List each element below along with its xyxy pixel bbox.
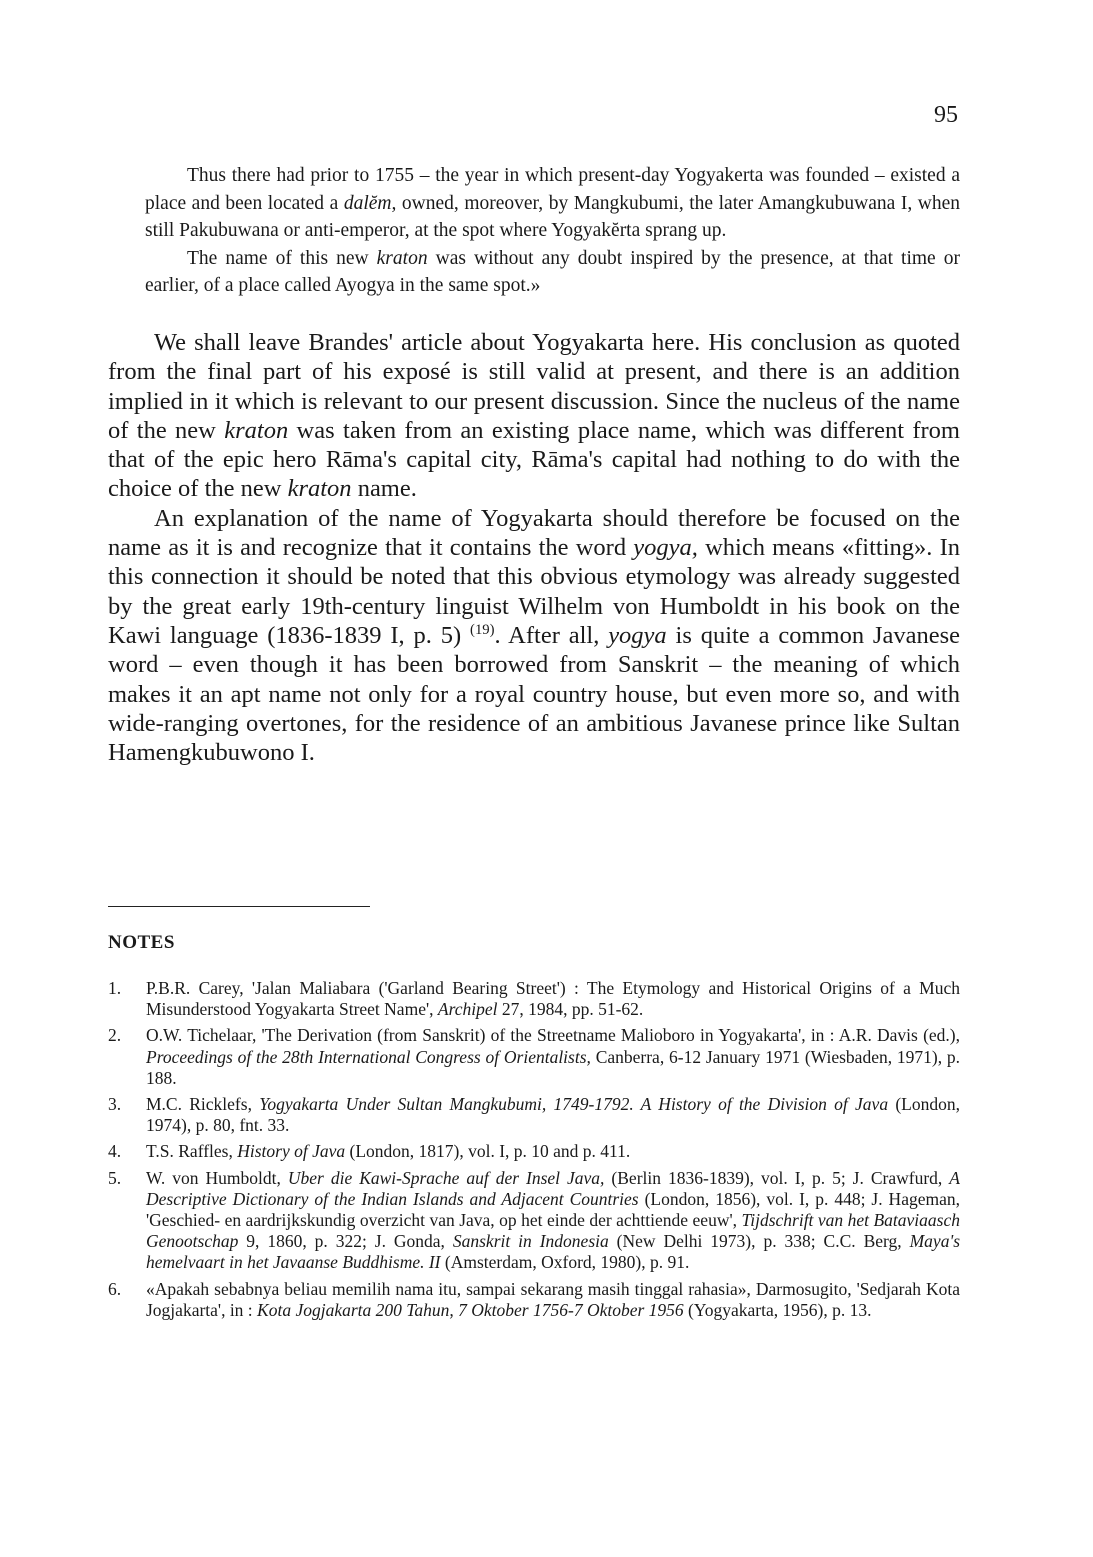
note-item <box>108 1168 960 1274</box>
note-number: 3. <box>108 1094 122 1115</box>
quote-paragraph-2: The name of this new kraton was without any doubt inspired by the presence, at that time or earlier, of a place called Ayogya in the same spot.» <box>145 247 960 296</box>
quote-paragraph-1: Thus there had prior to 1755 – the year in which present-day Yogyakerta was founded – existed a place and been located a dalĕm, owned, moreover, by Mangkubumi, the later Amangkubuwana I, when still Pakubuwana or anti-emperor, at the spot where Yogyakĕrta sprang up. <box>145 165 960 241</box>
notes-list <box>108 978 960 1326</box>
note-item <box>108 1279 960 1321</box>
notes-divider <box>108 906 370 907</box>
body-paragraph-2: An explanation of the name of Yogyakarta should therefore be focused on the name as it is and recognize that it contains the word yogya, which means «fitting». In this connection it should be noted that this obvious etymology was already suggested by the great early 19th-century linguist Wilhelm von Humboldt in his book on the Kawi language (1836-1839 I, p. 5) $^{(19)}$. After all, yogya is quite a common Javanese word – even though it has been borrowed from Sanskrit – the meaning of which makes it an apt name not only for a royal country house, but even more so, and with wide-ranging overtones, for the residence of an ambitious Javanese prince like Sultan Hamengkubuwono I. <box>108 504 960 767</box>
note-number: 6. <box>108 1278 122 1299</box>
body-paragraph-1: We shall leave Brandes' article about Yogyakarta here. His conclusion as quoted from the final part of his exposé is still valid at present, and there is an addition implied in it which is relevant to our present discussion. Since the nucleus of the name of the new kraton was taken from an existing place name, which was different from that of the epic hero Rāma's capital city, Rāma's capital had nothing to do with the choice of the new kraton name. <box>108 329 960 503</box>
note-item <box>108 1025 960 1089</box>
note-text: P.B.R. Carey, 'Jalan Maliabara ('Garland Bearing Street') : The Etymology and Historical Origins of a Much Misunderstood Yogyakarta Street Name', Archipel 27, 1984, pp. 51-62. <box>146 978 960 1020</box>
note-text: W. von Humboldt, Uber die Kawi-Sprache auf der Insel Java, (Berlin 1836-1839), vol. I, p. 5; J. Crawfurd, A Descriptive Dictionary of the Indian Islands and Adjacent Countries (London, 1856), vol. I, p. 448; J. Hageman, 'Geschied- en aardrijkskundig overzicht van Java, op het einde der achttiende eeuw', Tijdschrift van het Bataviaasch Genootschap 9, 1860, p. 322; J. Gonda, Sanskrit in Indonesia (New Delhi 1973), p. 338; C.C. Berg, Maya's hemelvaart in het Javaanse Buddhisme. II (Amsterdam, Oxford, 1980), p. 91. <box>146 1167 961 1273</box>
note-number: 1. <box>108 978 122 998</box>
note-text: O.W. Tichelaar, 'The Derivation (from Sanskrit) of the Streetname Malioboro in Yogyakarta', in : A.R. Davis (ed.), Proceedings of the 28th International Congress of Orientalists, Canberra, 6-12 January 1971 (Wiesbaden, 1971), p. 188. <box>146 1025 960 1088</box>
note-item <box>108 1141 960 1162</box>
note-number: 5. <box>108 1167 122 1188</box>
page-number: 95 <box>934 102 958 128</box>
note-text: «Apakah sebabnya beliau memilih nama itu, sampai sekarang masih tinggal rahasia», Darmosugito, 'Sedjarah Kota Jogjakarta', in : Kota Jogjakarta 200 Tahun, 7 Oktober 1756-7 Oktober 1956 (Yogyakarta, 1956), p. 13. <box>146 1278 960 1320</box>
note-item <box>108 978 960 1020</box>
body-text <box>108 328 960 767</box>
note-number: 4. <box>108 1141 122 1162</box>
note-text: T.S. Raffles, History of Java (London, 1817), vol. I, p. 10 and p. 411. <box>146 1141 631 1162</box>
note-text: M.C. Ricklefs, Yogyakarta Under Sultan Mangkubumi, 1749-1792. A History of the Division of Java (London, 1974), p. 80, fnt. 33. <box>146 1094 960 1136</box>
note-number: 2. <box>108 1025 122 1046</box>
note-item <box>108 1094 960 1136</box>
notes-heading: NOTES <box>108 932 175 953</box>
block-quote <box>145 162 960 300</box>
footnote-reference: (19) <box>470 621 495 638</box>
